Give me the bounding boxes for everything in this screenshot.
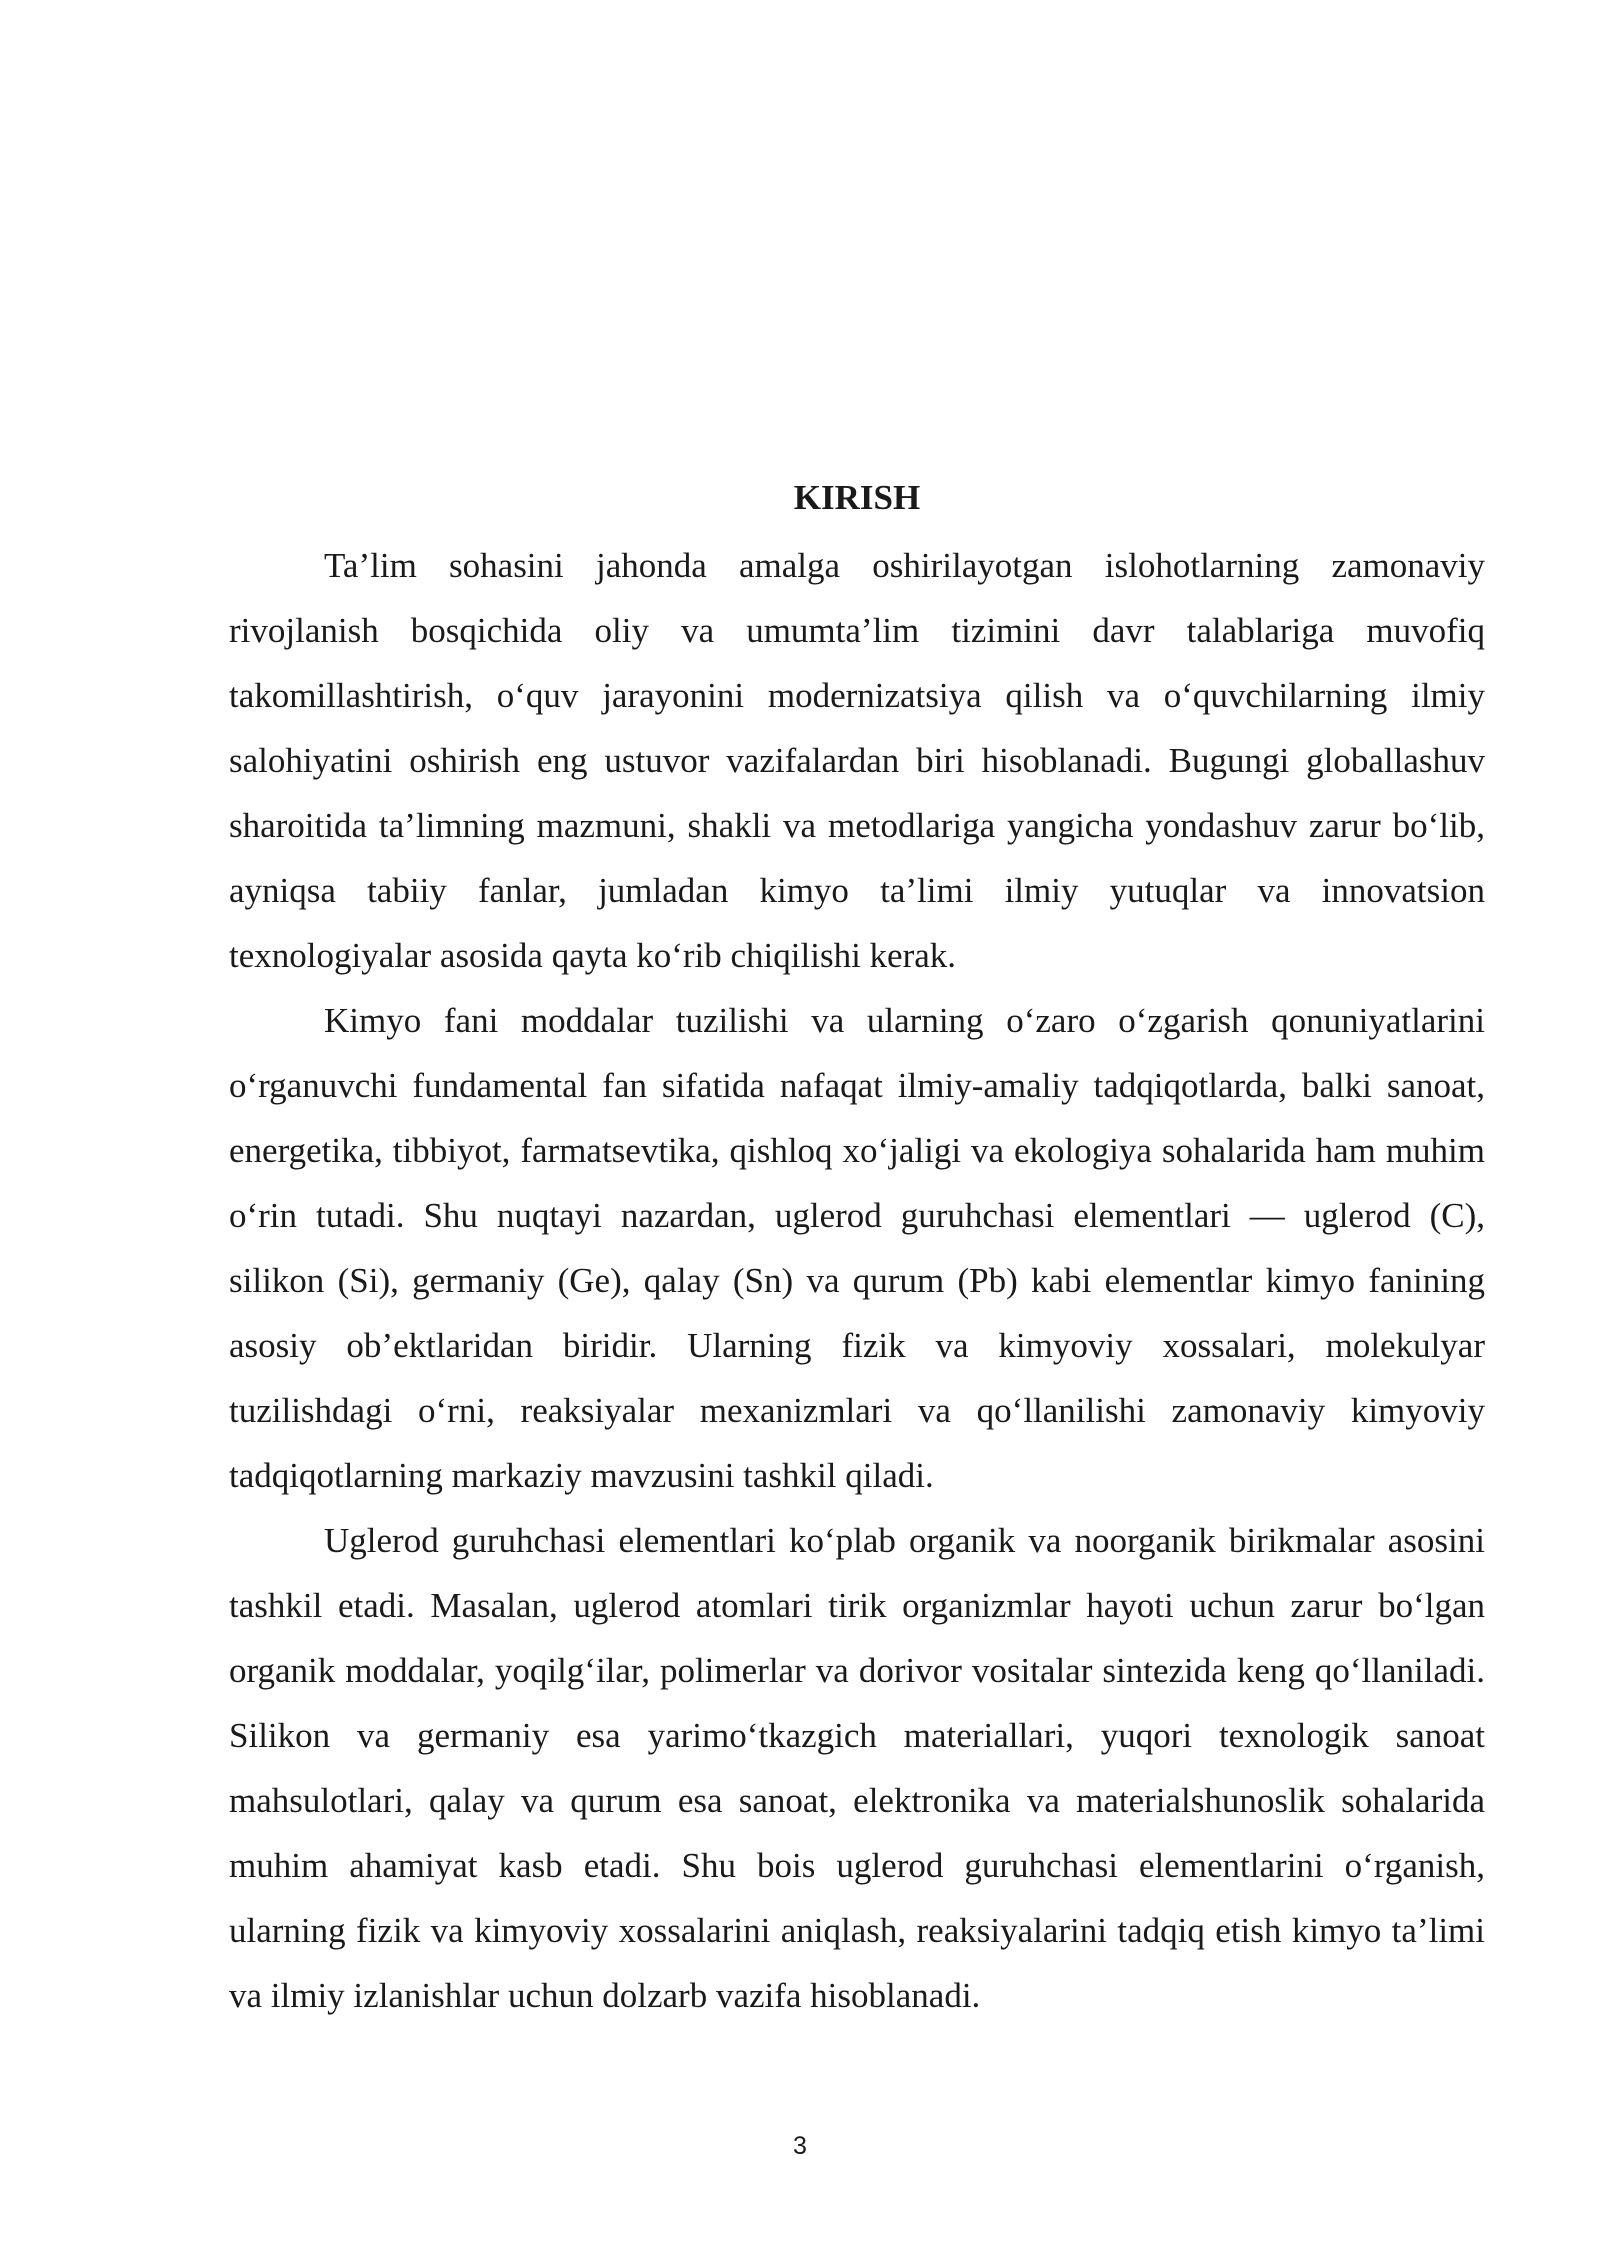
page-number: 3 (793, 2132, 807, 2160)
paragraph-1: Ta’lim sohasini jahonda amalga oshirilayotgan islohotlarning zamonaviy rivojlanish bosqichida oliy va umumta’lim tizimini davr talablariga muvofiq takomillashtirish, o‘quv jarayonini modernizatsiya qilish va o‘quvchilarning ilmiy salohiyatini oshirish eng ustuvor vazifalardan biri hisoblanadi. Bugungi globallashuv sharoitida ta’limning mazmuni, shakli va metodlariga yangicha yondashuv zarur bo‘lib, ayniqsa tabiiy fanlar, jumladan kimyo ta’limi ilmiy yutuqlar va innovatsion texnologiyalar asosida qayta ko‘rib chiqilishi kerak. (229, 546, 1485, 975)
paragraph-2: Kimyo fani moddalar tuzilishi va ularning o‘zaro o‘zgarish qonuniyatlarini o‘rganuvchi fundamental fan sifatida nafaqat ilmiy-amaliy tadqiqotlarda, balki sanoat, energetika, tibbiyot, farmatsevtika, qishloq xo‘jaligi va ekologiya sohalarida ham muhim o‘rin tutadi. Shu nuqtayi nazardan, uglerod guruhchasi elementlari — uglerod (C), silikon (Si), germaniy (Ge), qalay (Sn) va qurum (Pb) kabi elementlar kimyo fanining asosiy ob’ektlaridan biridir. Ularning fizik va kimyoviy xossalari, molekulyar tuzilishdagi o‘rni, reaksiyalar mexanizmlari va qo‘llanilishi zamonaviy kimyoviy tadqiqotlarning markaziy mavzusini tashkil qiladi. (229, 1001, 1485, 1495)
page-content (229, 470, 1485, 2028)
section-heading: KIRISH (793, 478, 921, 517)
paragraph-3: Uglerod guruhchasi elementlari ko‘plab organik va noorganik birikmalar asosini tashkil etadi. Masalan, uglerod atomlari tirik organizmlar hayoti uchun zarur bo‘lgan organik moddalar, yoqilg‘ilar, polimerlar va dorivor vositalar sintezida keng qo‘llaniladi. Silikon va germaniy esa yarimo‘tkazgich materiallari, yuqori texnologik sanoat mahsulotlari, qalay va qurum esa sanoat, elektronika va materialshunoslik sohalarida muhim ahamiyat kasb etadi. Shu bois uglerod guruhchasi elementlarini o‘rganish, ularning fizik va kimyoviy xossalarini aniqlash, reaksiyalarini tadqiq etish kimyo ta’limi va ilmiy izlanishlar uchun dolzarb vazifa hisoblanadi. (229, 1521, 1485, 2015)
